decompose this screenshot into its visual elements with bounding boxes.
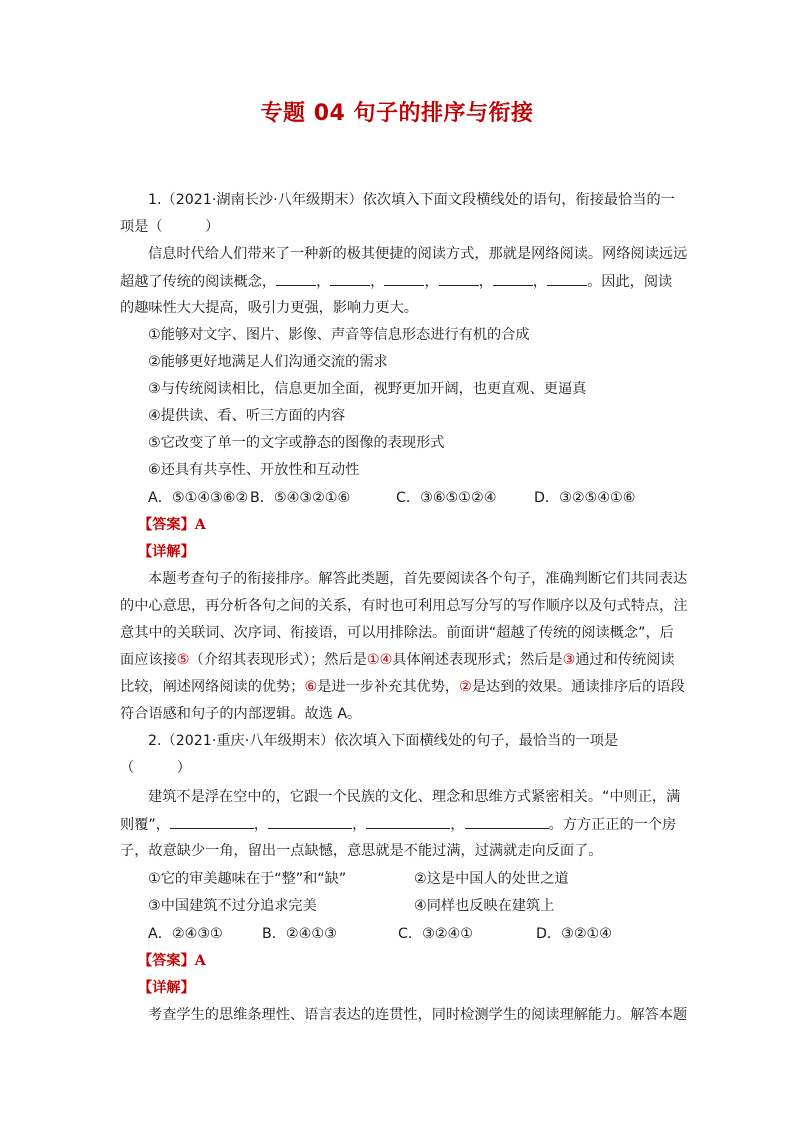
q1-passage-line3: 的趣味性大大提高，吸引力更强，影响力更大。 bbox=[120, 300, 418, 316]
q1-explanation-line5: 比较，阐述网络阅读的优势；⑥是进一步补充其优势，②是达到的效果。通读排序后的语段 bbox=[120, 679, 685, 695]
q1-choice-b: B．⑤④③②①⑥ bbox=[250, 490, 351, 506]
q1-option-5: ⑤它改变了单一的文字或静态的图像的表现形式 bbox=[148, 435, 445, 451]
q2-stem-line2: （ ） bbox=[120, 760, 191, 776]
q2-passage-line1: 建筑不是浮在空中的，它跟一个民族的文化、理念和思维方式紧密相关。“中则正，满 bbox=[148, 789, 681, 805]
q1-stem-line1: 1.（2021·湖南长沙·八年级期末）依次填入下面文段横线处的语句，衔接最恰当的一 bbox=[148, 192, 675, 208]
q2-stem-line1: 2.（2021·重庆·八年级期末）依次填入下面横线处的句子，最恰当的一项是 bbox=[148, 733, 619, 749]
q1-choice-c: C．③⑥⑤①②④ bbox=[396, 490, 497, 506]
q2-choice-c: C．③②④① bbox=[398, 926, 473, 942]
q1-choice-a: A．⑤①④③⑥② bbox=[148, 490, 249, 506]
q1-answer: 【答案】A bbox=[138, 517, 206, 533]
q1-explanation-tag: 【详解】 bbox=[138, 544, 195, 560]
q2-option-2: ②这是中国人的处世之道 bbox=[414, 871, 569, 887]
q1-explanation-line6: 符合语感和句子的内部逻辑。故选 A。 bbox=[120, 706, 362, 722]
q2-option-1: ①它的审美趣味在于“整”和“缺” bbox=[148, 871, 347, 887]
q2-explanation-line1: 考查学生的思维条理性、语言表达的连贯性，同时检测学生的阅读理解能力。解答本题 bbox=[148, 1007, 688, 1023]
q2-choice-b: B．②④①③ bbox=[262, 926, 337, 942]
q1-choice-d: D．③②⑤④①⑥ bbox=[534, 490, 636, 506]
q1-option-4: ④提供读、看、听三方面的内容 bbox=[148, 408, 346, 424]
q1-option-6: ⑥还具有共享性、开放性和互动性 bbox=[148, 462, 360, 478]
q2-passage-line2: 则覆”， ， ， ， 。方方正正的一个房 bbox=[120, 814, 676, 835]
q2-choice-a: A．②④③① bbox=[148, 926, 223, 942]
q2-option-3: ③中国建筑不过分追求完美 bbox=[148, 898, 317, 914]
page-title: 专题 04 句子的排序与衔接 bbox=[260, 101, 534, 126]
q1-explanation-line4: 面应该接⑤（介绍其表现形式）；然后是①④具体阐述表现形式；然后是③通过和传统阅读 bbox=[120, 652, 675, 668]
q1-passage-line1: 信息时代给人们带来了一种新的极其便捷的阅读方式，那就是网络阅读。网络阅读远远 bbox=[148, 246, 688, 262]
q1-explanation-line3: 意其中的关联词、次序词、衔接语，可以用排除法。前面讲“超越了传统的阅读概念”，后 bbox=[120, 625, 674, 641]
q2-explanation-tag: 【详解】 bbox=[138, 980, 195, 996]
q1-option-3: ③与传统阅读相比，信息更加全面，视野更加开阔，也更直观、更逼真 bbox=[148, 381, 587, 397]
q1-option-2: ②能够更好地满足人们沟通交流的需求 bbox=[148, 354, 388, 370]
q2-option-4: ④同样也反映在建筑上 bbox=[414, 898, 555, 914]
q2-answer: 【答案】A bbox=[138, 953, 206, 969]
q2-choice-d: D．③②①④ bbox=[536, 926, 612, 942]
q1-explanation-line2: 的中心意思，再分析各句之间的关系，有时也可利用总写分写的写作顺序以及句式特点，注 bbox=[120, 598, 688, 614]
q2-passage-line3: 子，故意缺少一角，留出一点缺憾，意思就是不能过满，过满就走向反面了。 bbox=[120, 843, 603, 859]
q1-option-1: ①能够对文字、图片、影像、声音等信息形态进行有机的合成 bbox=[148, 327, 530, 343]
q1-stem-line2: 项是（ ） bbox=[120, 219, 220, 235]
q1-explanation-line1: 本题考查句子的衔接排序。解答此类题，首先要阅读各个句子，准确判断它们共同表达 bbox=[148, 571, 688, 587]
q1-passage-line2: 超越了传统的阅读概念， ， ， ， ， ， 。因此，阅读 bbox=[120, 271, 672, 292]
